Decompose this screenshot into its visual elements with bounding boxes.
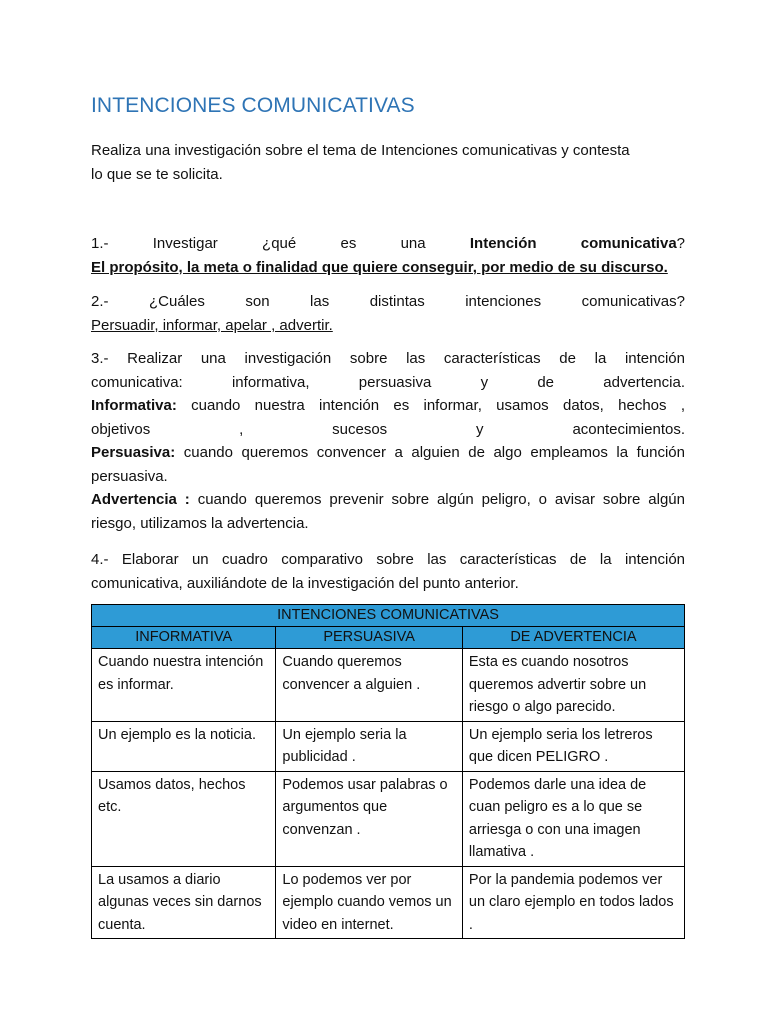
table-header-row — [92, 627, 685, 649]
table-cell: Cuando queremos convencer a alguien . — [276, 649, 462, 722]
question-1-suffix: ? — [676, 235, 686, 252]
table-cell: Lo podemos ver por ejemplo cuando vemos un video en internet. — [276, 866, 462, 939]
informativa-line-1 — [91, 394, 685, 418]
table-cell: Esta es cuando nosotros queremos advertir sobre un riesgo o algo parecido. — [462, 649, 684, 722]
table-row — [92, 649, 685, 722]
question-1 — [91, 232, 685, 279]
informativa-label: Informativa: — [91, 397, 177, 414]
table-cell: Un ejemplo es la noticia. — [92, 721, 276, 771]
table-row — [92, 771, 685, 866]
question-2-answer: Persuadir, informar, apelar , advertir. — [91, 316, 333, 334]
document-title: INTENCIONES COMUNICATIVAS — [91, 94, 415, 117]
advertencia-label: Advertencia : — [91, 491, 190, 508]
advertencia-text-2: riesgo, utilizamos la advertencia. — [91, 514, 309, 532]
question-2 — [91, 290, 685, 337]
question-4-line-1: 4.- Elaborar un cuadro comparativo sobre las características de la intención — [91, 551, 685, 568]
intro-paragraph — [91, 139, 685, 186]
table-cell: Podemos darle una idea de cuan peligro es a lo que se arriesga o con una imagen llamativa . — [462, 771, 684, 866]
column-header-persuasiva: PERSUASIVA — [276, 627, 462, 649]
table-title-row — [92, 605, 685, 627]
advertencia-line-1 — [91, 488, 685, 512]
persuasiva-text-2: persuasiva. — [91, 467, 168, 485]
table-cell: Usamos datos, hechos etc. — [92, 771, 276, 866]
table-row — [92, 721, 685, 771]
intro-line-1: Realiza una investigación sobre el tema de Intenciones comunicativas y contesta — [91, 142, 630, 159]
column-header-informativa: INFORMATIVA — [92, 627, 276, 649]
table-row — [92, 866, 685, 939]
question-1-text — [91, 232, 685, 256]
table-cell: Podemos usar palabras o argumentos que convenzan . — [276, 771, 462, 866]
intro-line-2: lo que se te solicita. — [91, 165, 223, 183]
question-2-text: 2.- ¿Cuáles son las distintas intenciones comunicativas? — [91, 293, 685, 310]
question-3 — [91, 347, 685, 535]
question-4-line-2: comunicativa, auxiliándote de la investigación del punto anterior. — [91, 574, 519, 592]
table-cell: Por la pandemia podemos ver un claro ejemplo en todos lados . — [462, 866, 684, 939]
persuasiva-label: Persuasiva: — [91, 444, 176, 461]
column-header-advertencia: DE ADVERTENCIA — [462, 627, 684, 649]
informativa-text-2: objetivos , sucesos y acontecimientos. — [91, 420, 685, 438]
question-3-line-1: 3.- Realizar una investigación sobre las características de la intención — [91, 350, 685, 367]
advertencia-text-1: cuando queremos prevenir sobre algún peligro, o avisar sobre algún — [189, 491, 685, 508]
table-title: INTENCIONES COMUNICATIVAS — [92, 605, 685, 627]
table-cell: La usamos a diario algunas veces sin darnos cuenta. — [92, 866, 276, 939]
question-4 — [91, 548, 685, 595]
question-3-line-2: comunicativa: informativa, persuasiva y de advertencia. — [91, 373, 685, 391]
table-cell: Un ejemplo seria los letreros que dicen PELIGRO . — [462, 721, 684, 771]
question-1-answer: El propósito, la meta o finalidad que quiere conseguir, por medio de su discurso. — [91, 258, 668, 276]
table-cell: Cuando nuestra intención es informar. — [92, 649, 276, 722]
table-cell: Un ejemplo seria la publicidad . — [276, 721, 462, 771]
question-1-bold-term: Intención comunicativa — [469, 235, 677, 252]
question-1-prefix: 1.- Investigar ¿qué es una — [91, 235, 426, 252]
persuasiva-line-1 — [91, 441, 685, 465]
informativa-text-1: cuando nuestra intención es informar, usamos datos, hechos , — [176, 397, 685, 414]
comparison-table — [91, 604, 685, 939]
persuasiva-text-1: cuando queremos convencer a alguien de algo empleamos la función — [175, 444, 685, 461]
